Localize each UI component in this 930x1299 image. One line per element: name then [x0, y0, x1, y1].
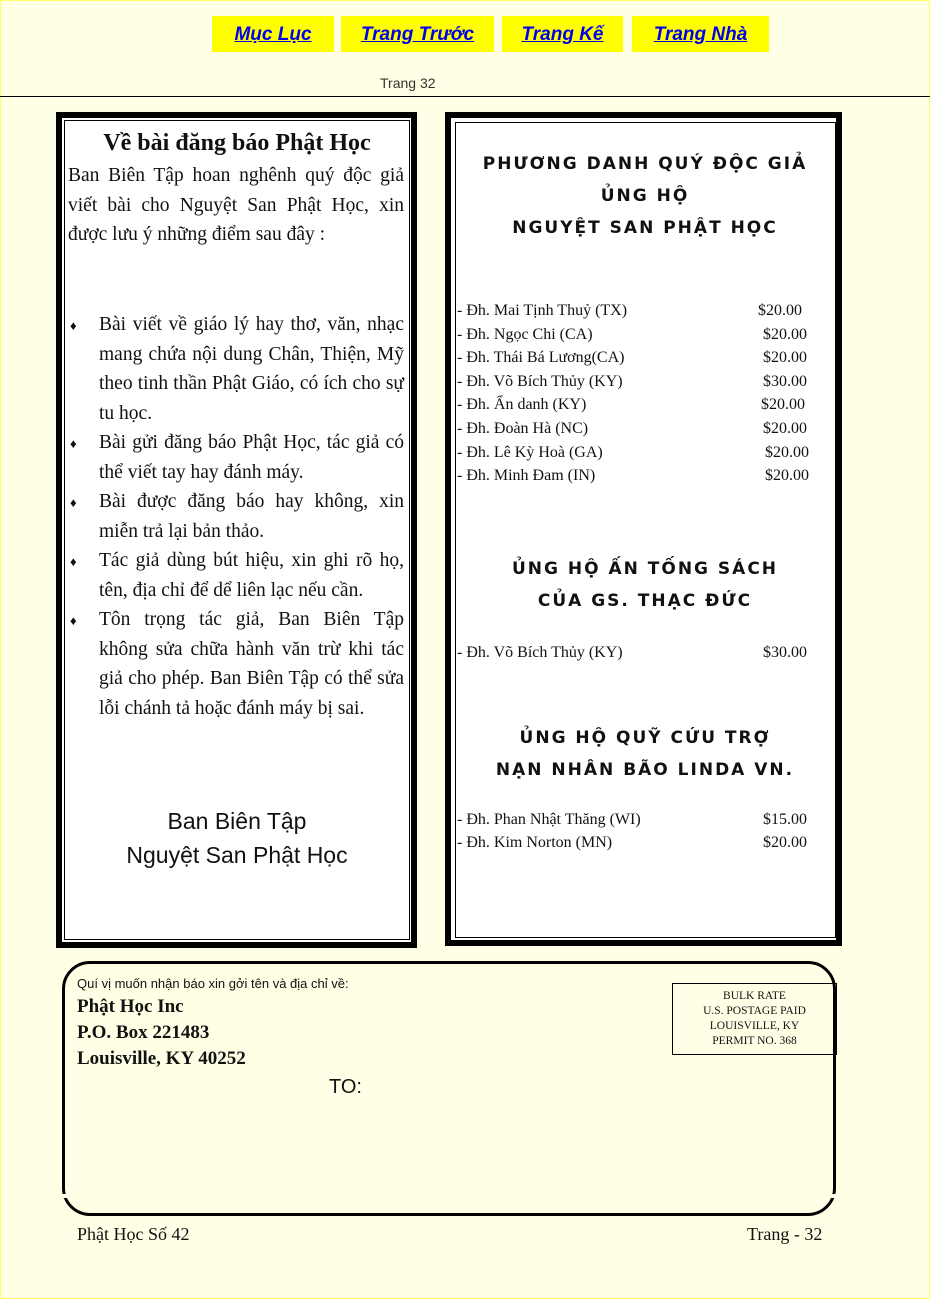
donor-amount: $20.00 — [765, 444, 809, 461]
donor-name: - Đh. Lê Kỳ Hoà (GA) — [457, 444, 603, 461]
donor-name: - Đh. Mai Tịnh Thuỷ (TX) — [457, 302, 628, 319]
return-address-org: Phật Học Inc — [77, 996, 184, 1017]
postage-stamp-box — [672, 983, 837, 1055]
return-address-po-box: P.O. Box 221483 — [77, 1022, 210, 1043]
header-divider — [0, 96, 930, 97]
mailing-panel-notch-right — [829, 1194, 841, 1198]
donors-heading-line1: PHƯƠNG DANH QUÝ ĐỘC GIẢ — [482, 154, 808, 174]
donor-amount: $20.00 — [763, 349, 807, 366]
donor-row — [457, 396, 817, 420]
donors-heading-line3: NGUYỆT SAN PHẬT HỌC — [512, 218, 778, 238]
donor-amount: $20.00 — [765, 467, 809, 484]
relief-fund-heading-line1: ỦNG HỘ QUỸ CỨU TRỢ — [519, 728, 771, 748]
footer-issue-number: Phật Học Số 42 — [77, 1224, 190, 1244]
submission-rule-text: Bài gửi đăng báo Phật Học, tác giả có thể viết tay hay đánh máy. — [99, 432, 404, 483]
donor-amount: $20.00 — [761, 396, 805, 413]
submission-rule — [68, 487, 404, 546]
donor-amount: $20.00 — [763, 420, 807, 437]
donor-row — [457, 420, 817, 444]
donor-row — [457, 834, 817, 858]
return-address-city: Louisville, KY 40252 — [77, 1048, 246, 1069]
donor-amount: $20.00 — [763, 834, 807, 851]
nav-home-link[interactable]: Trang Nhà — [632, 16, 769, 52]
submission-rule-text: Bài được đăng báo hay không, xin miễn trả lại bản thảo. — [99, 491, 404, 542]
recipient-to-label: TO: — [329, 1076, 362, 1098]
submission-rule — [68, 310, 404, 428]
donor-row — [457, 811, 817, 835]
mailing-panel-notch-left — [58, 1194, 70, 1198]
donor-name: - Đh. Ẩn danh (KY) — [457, 396, 587, 413]
book-printing-heading-line1: ỦNG HỘ ẤN TỐNG SÁCH — [511, 559, 779, 579]
stamp-line: LOUISVILLE, KY — [709, 1020, 800, 1032]
nav-contents-link[interactable]: Mục Lục — [212, 16, 334, 52]
donor-row — [457, 349, 817, 373]
donor-name: - Đh. Đoàn Hà (NC) — [457, 420, 589, 437]
donor-amount: $20.00 — [763, 326, 807, 343]
submission-rules-list — [68, 310, 404, 723]
submission-rule — [68, 428, 404, 487]
page-number-label: Trang 32 — [380, 75, 436, 91]
donor-row — [457, 326, 817, 350]
stamp-line: BULK RATE — [723, 990, 786, 1002]
donor-name: - Đh. Ngọc Chi (CA) — [457, 326, 593, 343]
donor-name: - Đh. Thái Bá Lương(CA) — [457, 349, 625, 366]
donor-amount: $30.00 — [763, 373, 807, 390]
diamond-bullet-icon: ♦ — [70, 613, 77, 628]
relief-fund-heading-line2: NẠN NHÂN BÃO LINDA VN. — [495, 760, 795, 780]
top-navigation — [0, 16, 930, 52]
subscription-note: Quí vị muốn nhận báo xin gởi tên và địa chỉ về: — [77, 976, 349, 991]
donor-name: - Đh. Kim Norton (MN) — [457, 834, 613, 851]
donor-amount: $30.00 — [763, 644, 807, 661]
nav-next-page-link[interactable]: Trang Kế — [502, 16, 623, 52]
submission-rule — [68, 605, 404, 723]
diamond-bullet-icon: ♦ — [70, 554, 77, 569]
donor-name: - Đh. Minh Đam (IN) — [457, 467, 596, 484]
nav-previous-page-link[interactable]: Trang Trước — [341, 16, 494, 52]
signature-editorial-board: Ban Biên Tập — [167, 808, 307, 834]
submission-title: Về bài đăng báo Phật Học — [103, 130, 371, 156]
donor-name: - Đh. Phan Nhật Thăng (WI) — [457, 811, 641, 828]
donor-row — [457, 444, 817, 468]
footer-page-number: Trang - 32 — [747, 1224, 823, 1244]
submission-rule — [68, 546, 404, 605]
submission-intro: Ban Biên Tập hoan nghênh quý độc giả viết bài cho Nguyệt San Phật Học, xin được lưu ý những điểm sau đây : — [68, 165, 404, 245]
submission-rule-text: Tôn trọng tác giả, Ban Biên Tập không sửa chữa hành văn trừ khi tác giả cho phép. Ban Biên Tập có thể sửa lỗi chánh tả hoặc đánh máy bị sai. — [99, 609, 404, 719]
signature-publication-name: Nguyệt San Phật Học — [126, 842, 348, 868]
donor-row — [457, 644, 817, 668]
stamp-line: PERMIT NO. 368 — [712, 1035, 797, 1047]
donor-name: - Đh. Võ Bích Thủy (KY) — [457, 373, 623, 390]
diamond-bullet-icon: ♦ — [70, 318, 77, 333]
submission-rule-text: Bài viết về giáo lý hay thơ, văn, nhạc mang chứa nội dung Chân, Thiện, Mỹ theo tinh thần Phật Giáo, có ích cho sự tu học. — [99, 314, 404, 424]
donor-amount: $15.00 — [763, 811, 807, 828]
stamp-line: U.S. POSTAGE PAID — [703, 1005, 806, 1017]
donors-heading-line2: ỦNG HỘ — [600, 186, 690, 206]
diamond-bullet-icon: ♦ — [70, 436, 77, 451]
donor-amount: $20.00 — [758, 302, 802, 319]
book-printing-heading-line2: CỦA GS. THẠC ĐỨC — [537, 591, 753, 611]
donor-name: - Đh. Võ Bích Thủy (KY) — [457, 644, 623, 661]
donor-row — [457, 302, 817, 326]
donor-row — [457, 467, 817, 491]
donor-row — [457, 373, 817, 397]
diamond-bullet-icon: ♦ — [70, 495, 77, 510]
submission-rule-text: Tác giả dùng bút hiệu, xin ghi rõ họ, tên, địa chỉ để dể liên lạc nếu cần. — [99, 550, 404, 601]
